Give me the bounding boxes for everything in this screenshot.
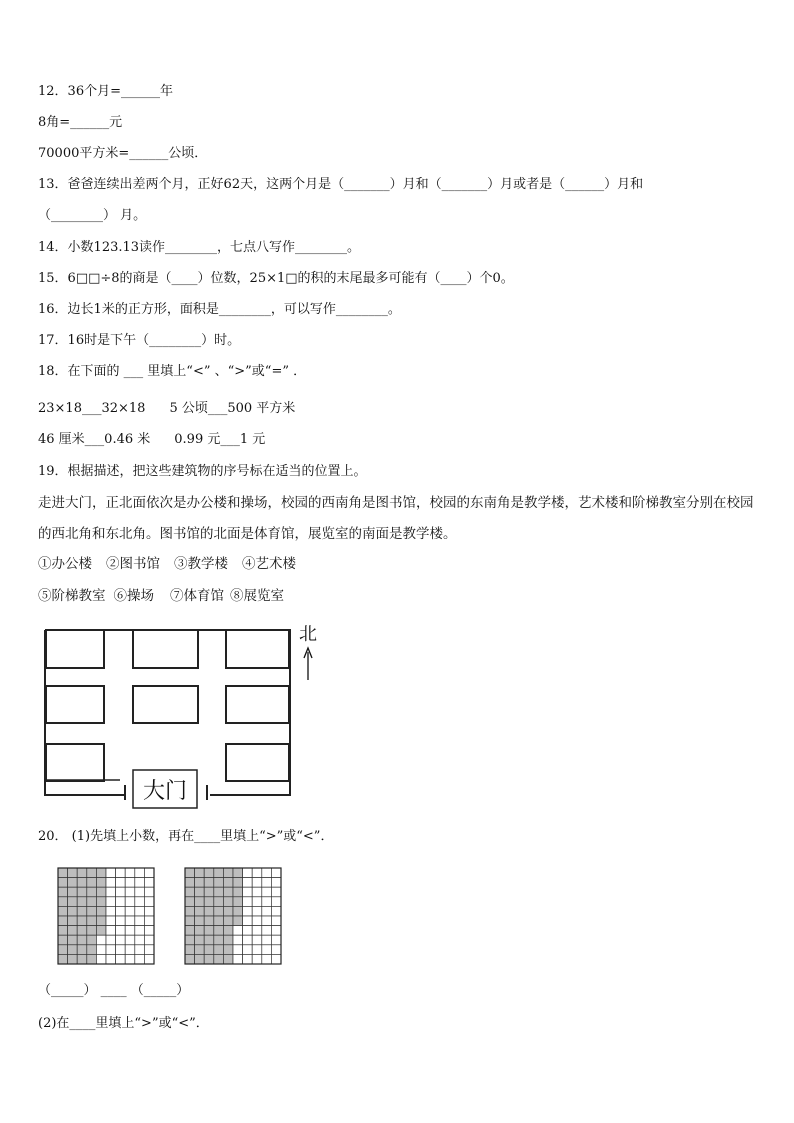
grid-cell [125,945,135,955]
grid-cell [243,926,253,936]
grid-cell-shaded [214,906,224,916]
grid-cell-shaded [223,935,233,945]
option-3: ③教学楼 [174,556,228,572]
grid-cell-shaded [87,935,97,945]
block-se [226,744,289,781]
grid-cell-shaded [223,926,233,936]
grid-cell-shaded [87,878,97,888]
grid-cell-shaded [58,935,68,945]
grid-cell [271,954,281,964]
grid-cell [125,916,135,926]
grid-cell [243,945,253,955]
option-4: ④艺术楼 [242,556,296,572]
grid-cell-shaded [195,868,205,878]
grid-cell-shaded [204,878,214,888]
grid-cell [252,945,262,955]
grid-cell [135,897,145,907]
grid-cell [271,897,281,907]
grid-cell-shaded [77,868,87,878]
grid-cell [262,926,272,936]
grid-cell-shaded [96,878,106,888]
q20-part1: 20． (1)先填上小数，再在____里填上“>”或“<”． [38,829,334,844]
grid-cell [243,935,253,945]
grid-cell [135,954,145,964]
q18-row2 [38,432,265,448]
grid-cell-shaded [185,954,195,964]
grid-cell [144,897,154,907]
grid-cell [271,887,281,897]
grid-cell [116,954,126,964]
grid-cell-shaded [204,868,214,878]
grid-cell-shaded [77,897,87,907]
grid-cell [96,954,106,964]
q14: 14．小数123.13读作________，七点八写作________。 [38,240,361,255]
grid-cell-shaded [195,897,205,907]
grid-cell [96,935,106,945]
grid-cell [135,945,145,955]
q12-line1: 12．36个月=______年 [38,84,173,99]
grid-cell [271,945,281,955]
option-7: ⑦体育馆 [170,588,224,604]
grid-cell [106,887,116,897]
grid-cell [233,935,243,945]
grid-cell [116,935,126,945]
grid-cell-shaded [185,935,195,945]
block-w [46,686,104,723]
grid-cell-shaded [214,945,224,955]
grid-cell-shaded [77,878,87,888]
block-nw [46,630,104,668]
grid-cell [116,887,126,897]
grid-cell [262,945,272,955]
q13-line1: 13．爸爸连续出差两个月，正好62天，这两个月是（_______）月和（_______）月或者是（______）月和 [38,177,644,192]
grid-cell-shaded [214,878,224,888]
grid-cell-shaded [204,926,214,936]
grid-cell [125,878,135,888]
grid-cell-shaded [58,926,68,936]
q18-row1b: 5 公顷___500 平方米 [169,401,296,416]
grid-cell-shaded [223,945,233,955]
option-1: ①办公楼 [38,556,92,572]
grid-cell-shaded [223,954,233,964]
grid-cell [106,906,116,916]
grid-cell [135,935,145,945]
grid-cell [252,887,262,897]
grid-cell-shaded [68,887,78,897]
grid-cell-shaded [214,868,224,878]
grid-cell [262,906,272,916]
grid-cell-shaded [195,935,205,945]
grid-cell-shaded [87,906,97,916]
grid-cell [262,887,272,897]
campus-map [40,620,340,805]
block-c [133,686,198,723]
grid-cell-shaded [68,897,78,907]
grid-cell-shaded [195,926,205,936]
grid-cell [243,916,253,926]
grid-cell-shaded [233,868,243,878]
grid-cell-shaded [68,954,78,964]
q19-description: 走进大门，正北面依次是办公楼和操场，校园的西南角是图书馆，校园的东南角是教学楼，艺术楼和阶梯教室分别在校园的西北角和东北角。图书馆的北面是体育馆，展览室的南面是教学楼。 [38,495,754,542]
option-2: ②图书馆 [106,556,160,572]
grid-cell [125,935,135,945]
grid-cell [116,926,126,936]
q20-answer-line: （_____） ____ （_____） [38,983,190,998]
grid-cell-shaded [77,926,87,936]
grid-cell [243,887,253,897]
q12-line3: 70000平方米=______公顷． [38,146,208,161]
grid-cell [144,926,154,936]
grid-cell-shaded [185,897,195,907]
q18-row1 [38,401,295,417]
grid-cell-shaded [204,935,214,945]
grid-cell-shaded [185,868,195,878]
grid-cell [271,906,281,916]
grid-cell-shaded [96,916,106,926]
grid-cell [106,897,116,907]
block-e [226,686,289,723]
grid-cell-shaded [185,878,195,888]
grid-cell [116,868,126,878]
grid-cell [252,954,262,964]
grid-cell [271,868,281,878]
grid-cell-shaded [233,878,243,888]
grid-cell-shaded [68,906,78,916]
grid-cell-shaded [195,887,205,897]
grid-cell [116,916,126,926]
grid-cell-shaded [185,945,195,955]
grid-cell [106,935,116,945]
grid-cell-shaded [204,897,214,907]
grid-cell-shaded [58,954,68,964]
q12-line2: 8角=______元 [38,115,123,130]
grid-cell [233,954,243,964]
grid-cell-shaded [195,916,205,926]
grid-cell [262,878,272,888]
grid-cell [144,916,154,926]
grid-cell [252,868,262,878]
grid-cell-shaded [87,868,97,878]
grid-cell-shaded [68,916,78,926]
grid-cell [262,868,272,878]
q18-row1a: 23×18___32×18 [38,401,146,416]
hundred-grid-1 [56,866,156,966]
grid-cell-shaded [87,945,97,955]
grid-cell-shaded [214,926,224,936]
north-label: 北 [299,624,317,645]
grid-cell [144,906,154,916]
grid-cell [144,887,154,897]
grid-cell-shaded [233,916,243,926]
grid-cell [125,887,135,897]
grid-cell [135,926,145,936]
grid-cell [144,878,154,888]
grid-cell-shaded [87,887,97,897]
grid-cell [135,906,145,916]
grid-cell [125,954,135,964]
grid-cell-shaded [68,945,78,955]
grid-cell-shaded [223,906,233,916]
grid-cell-shaded [185,887,195,897]
grid-cell [144,935,154,945]
grid-cell-shaded [204,887,214,897]
grid-cell-shaded [204,906,214,916]
grid-cell [135,887,145,897]
grid-cell [96,945,106,955]
grid-cell [125,897,135,907]
grid-cell [252,878,262,888]
grid-cell [252,906,262,916]
grid-cell-shaded [223,878,233,888]
grid-cell [271,926,281,936]
grid-cell [252,916,262,926]
q19-options-row1 [38,556,296,572]
grid-cell [144,868,154,878]
q20-part2: (2)在____里填上“>”或“<”． [38,1016,209,1031]
grid-cell [262,916,272,926]
grid-cell-shaded [87,954,97,964]
grid-cell-shaded [214,954,224,964]
grid-cell-shaded [195,954,205,964]
grid-cell-shaded [223,887,233,897]
north-arrow-icon [304,648,312,680]
grid-cell-shaded [58,945,68,955]
grid-cell [106,878,116,888]
grid-cell [262,897,272,907]
grid-cell [135,868,145,878]
grid-cell-shaded [77,887,87,897]
q13-line2: （________） 月。 [38,208,147,223]
q19-title: 19．根据描述，把这些建筑物的序号标在适当的位置上。 [38,464,367,479]
grid-cell-shaded [185,926,195,936]
grid-cell-shaded [58,887,68,897]
grid-cell-shaded [96,887,106,897]
grid-cell-shaded [58,897,68,907]
grid-cell-shaded [185,916,195,926]
grid-cell [262,935,272,945]
grid-cell-shaded [96,906,106,916]
grid-cell [262,954,272,964]
block-n [133,630,198,668]
grid-cell [106,954,116,964]
grid-cell [243,906,253,916]
grid-cell-shaded [195,878,205,888]
grid-cell-shaded [214,916,224,926]
q18-row2b: 0.99 元___1 元 [174,432,266,447]
grid-cell [106,868,116,878]
grid-cell-shaded [96,926,106,936]
grid-cell-shaded [87,916,97,926]
grid-cell [125,868,135,878]
block-ne [226,630,289,668]
grid-cell [243,878,253,888]
grid-cell-shaded [77,906,87,916]
grid-cell [135,878,145,888]
grid-cell [144,954,154,964]
q18-title: 18．在下面的 ___ 里填上“<” 、“>”或“=” ． [38,364,307,379]
grid-cell [106,916,116,926]
grid-cell [271,878,281,888]
grid-cell-shaded [223,868,233,878]
grid-cell [116,906,126,916]
grid-cell-shaded [68,935,78,945]
grid-cell-shaded [223,897,233,907]
grid-cell [243,954,253,964]
grid-cell-shaded [77,945,87,955]
option-5: ⑤阶梯教室 [38,588,106,604]
grid-cell-shaded [233,897,243,907]
grid-cell-shaded [77,916,87,926]
grid-cell-shaded [77,954,87,964]
q16: 16．边长1米的正方形，面积是________，可以写作________。 [38,302,401,317]
grid-cell-shaded [233,906,243,916]
q19-options-row2 [38,588,284,604]
grid-cell [106,926,116,936]
grid-cell [271,935,281,945]
grid-cell [233,926,243,936]
grid-cell [125,926,135,936]
grid-cell [106,945,116,955]
grid-cell [116,878,126,888]
grid-cell-shaded [195,906,205,916]
grid-cell-shaded [58,878,68,888]
grid-cell [135,916,145,926]
grid-cell-shaded [214,935,224,945]
grid-cell [243,868,253,878]
grid-cell [116,945,126,955]
grid-cell-shaded [77,935,87,945]
grid-cell [252,935,262,945]
grid-cell-shaded [233,887,243,897]
grid-cell [116,897,126,907]
grid-cell-shaded [204,916,214,926]
q17: 17．16时是下午（________）时。 [38,333,241,348]
grid-cell [271,916,281,926]
grid-cell-shaded [96,868,106,878]
grid-cell [144,945,154,955]
grid-cell [252,926,262,936]
option-8: ⑧展览室 [230,588,284,604]
q15: 15．6□□÷8的商是（____）位数，25×1□的积的末尾最多可能有（____）个0。 [38,271,514,286]
grid-cell-shaded [58,916,68,926]
q18-row2a: 46 厘米___0.46 米 [38,432,151,447]
grid-cell-shaded [204,945,214,955]
grid-cell [252,897,262,907]
option-6: ⑥操场 [113,588,154,604]
grid-cell-shaded [223,916,233,926]
grid-cell-shaded [185,906,195,916]
hundred-grid-2 [183,866,283,966]
grid-cell-shaded [87,926,97,936]
grid-cell-shaded [195,945,205,955]
grid-cell-shaded [68,868,78,878]
gate-label: 大门 [142,779,188,804]
grid-cell-shaded [214,897,224,907]
block-sw [46,744,104,781]
grid-cell-shaded [87,897,97,907]
grid-cell-shaded [214,887,224,897]
grid-cell-shaded [68,926,78,936]
grid-cell-shaded [58,906,68,916]
grid-cell [243,897,253,907]
grid-cell-shaded [58,868,68,878]
grid-cell-shaded [96,897,106,907]
grid-cell [233,945,243,955]
grid-cell [125,906,135,916]
grid-cell-shaded [204,954,214,964]
grid-cell-shaded [68,878,78,888]
